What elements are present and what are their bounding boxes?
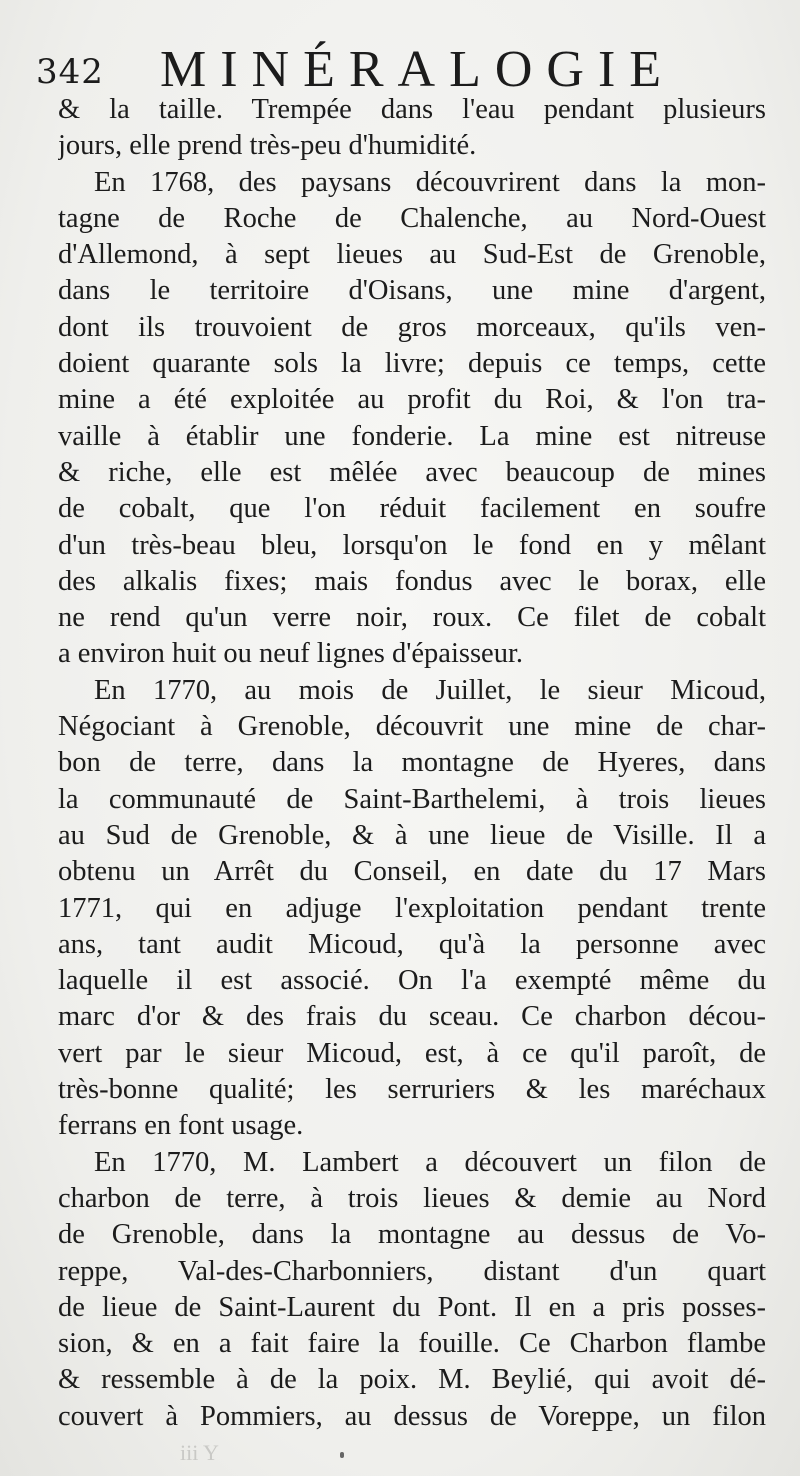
text-line: tagne de Roche de Chalenche, au Nord-Ouest: [58, 202, 766, 234]
text-line: reppe, Val-des-Charbonniers, distant d'un quart: [58, 1255, 766, 1287]
text-line: mine a été exploitée au profit du Roi, & l'on tra-: [58, 384, 766, 416]
text-line: Négociant à Grenoble, découvrit une mine de char-: [58, 711, 766, 743]
page-number: 342: [36, 52, 104, 92]
page-header: [36, 40, 776, 100]
text-line: & ressemble à de la poix. M. Beylié, qui avoit dé-: [58, 1364, 766, 1396]
text-line: & riche, elle est mêlée avec beaucoup de mines: [58, 456, 766, 488]
text-line: ne rend qu'un verre noir, roux. Ce filet de cobalt: [58, 602, 766, 634]
text-line: d'un très-beau bleu, lorsqu'on le fond en y mêlant: [58, 529, 766, 561]
text-line: la communauté de Saint-Barthelemi, à trois lieues: [58, 783, 766, 815]
text-line: En 1768, des paysans découvrirent dans la mon-: [94, 166, 766, 198]
text-line: marc d'or & des frais du sceau. Ce charbon décou-: [58, 1001, 766, 1033]
ink-spot: [340, 1452, 344, 1458]
text-line: En 1770, M. Lambert a découvert un filon de: [94, 1146, 766, 1178]
text-line: des alkalis fixes; mais fondus avec le borax, elle: [58, 565, 766, 597]
text-line: dont ils trouvoient de gros morceaux, qu'ils ven-: [58, 311, 766, 343]
text-line: de cobalt, que l'on réduit facilement en soufre: [58, 493, 766, 525]
body-text: [58, 92, 766, 1435]
text-line: obtenu un Arrêt du Conseil, en date du 17 Mars: [58, 856, 766, 888]
text-line: vaille à établir une fonderie. La mine est nitreuse: [58, 420, 766, 452]
text-line: dans le territoire d'Oisans, une mine d'argent,: [58, 275, 766, 307]
text-line: couvert à Pommiers, au dessus de Voreppe, un filon: [58, 1400, 766, 1432]
text-line: a environ huit ou neuf lignes d'épaisseur.: [58, 638, 523, 670]
text-line: au Sud de Grenoble, & à une lieue de Visille. Il a: [58, 819, 766, 851]
text-line: bon de terre, dans la montagne de Hyeres, dans: [58, 747, 766, 779]
text-line: jours, elle prend très-peu d'humidité.: [58, 130, 477, 162]
text-line: de lieue de Saint-Laurent du Pont. Il en a pris posses-: [58, 1291, 766, 1323]
text-line: laquelle il est associé. On l'a exempté même du: [58, 965, 766, 997]
running-title: MINÉRALOGIE: [160, 41, 676, 98]
text-line: très-bonne qualité; les serruriers & les maréchaux: [58, 1074, 766, 1106]
bleed-through-text: iii Y: [180, 1440, 219, 1465]
text-line: vert par le sieur Micoud, est, à ce qu'il paroît, de: [58, 1037, 766, 1069]
text-line: 1771, qui en adjuge l'exploitation pendant trente: [58, 892, 766, 924]
text-line: de Grenoble, dans la montagne au dessus de Vo-: [58, 1219, 766, 1251]
text-line: ans, tant audit Micoud, qu'à la personne avec: [58, 928, 766, 960]
text-line: sion, & en a fait faire la fouille. Ce Charbon flambe: [58, 1328, 766, 1360]
text-line: doient quarante sols la livre; depuis ce temps, cette: [58, 348, 766, 380]
text-line: d'Allemond, à sept lieues au Sud-Est de Grenoble,: [58, 239, 766, 271]
text-line: ferrans en font usage.: [58, 1110, 304, 1142]
text-line: charbon de terre, à trois lieues & demie au Nord: [58, 1182, 766, 1214]
text-line: & la taille. Trempée dans l'eau pendant plusieurs: [58, 94, 766, 125]
text-line: En 1770, au mois de Juillet, le sieur Micoud,: [94, 674, 766, 706]
